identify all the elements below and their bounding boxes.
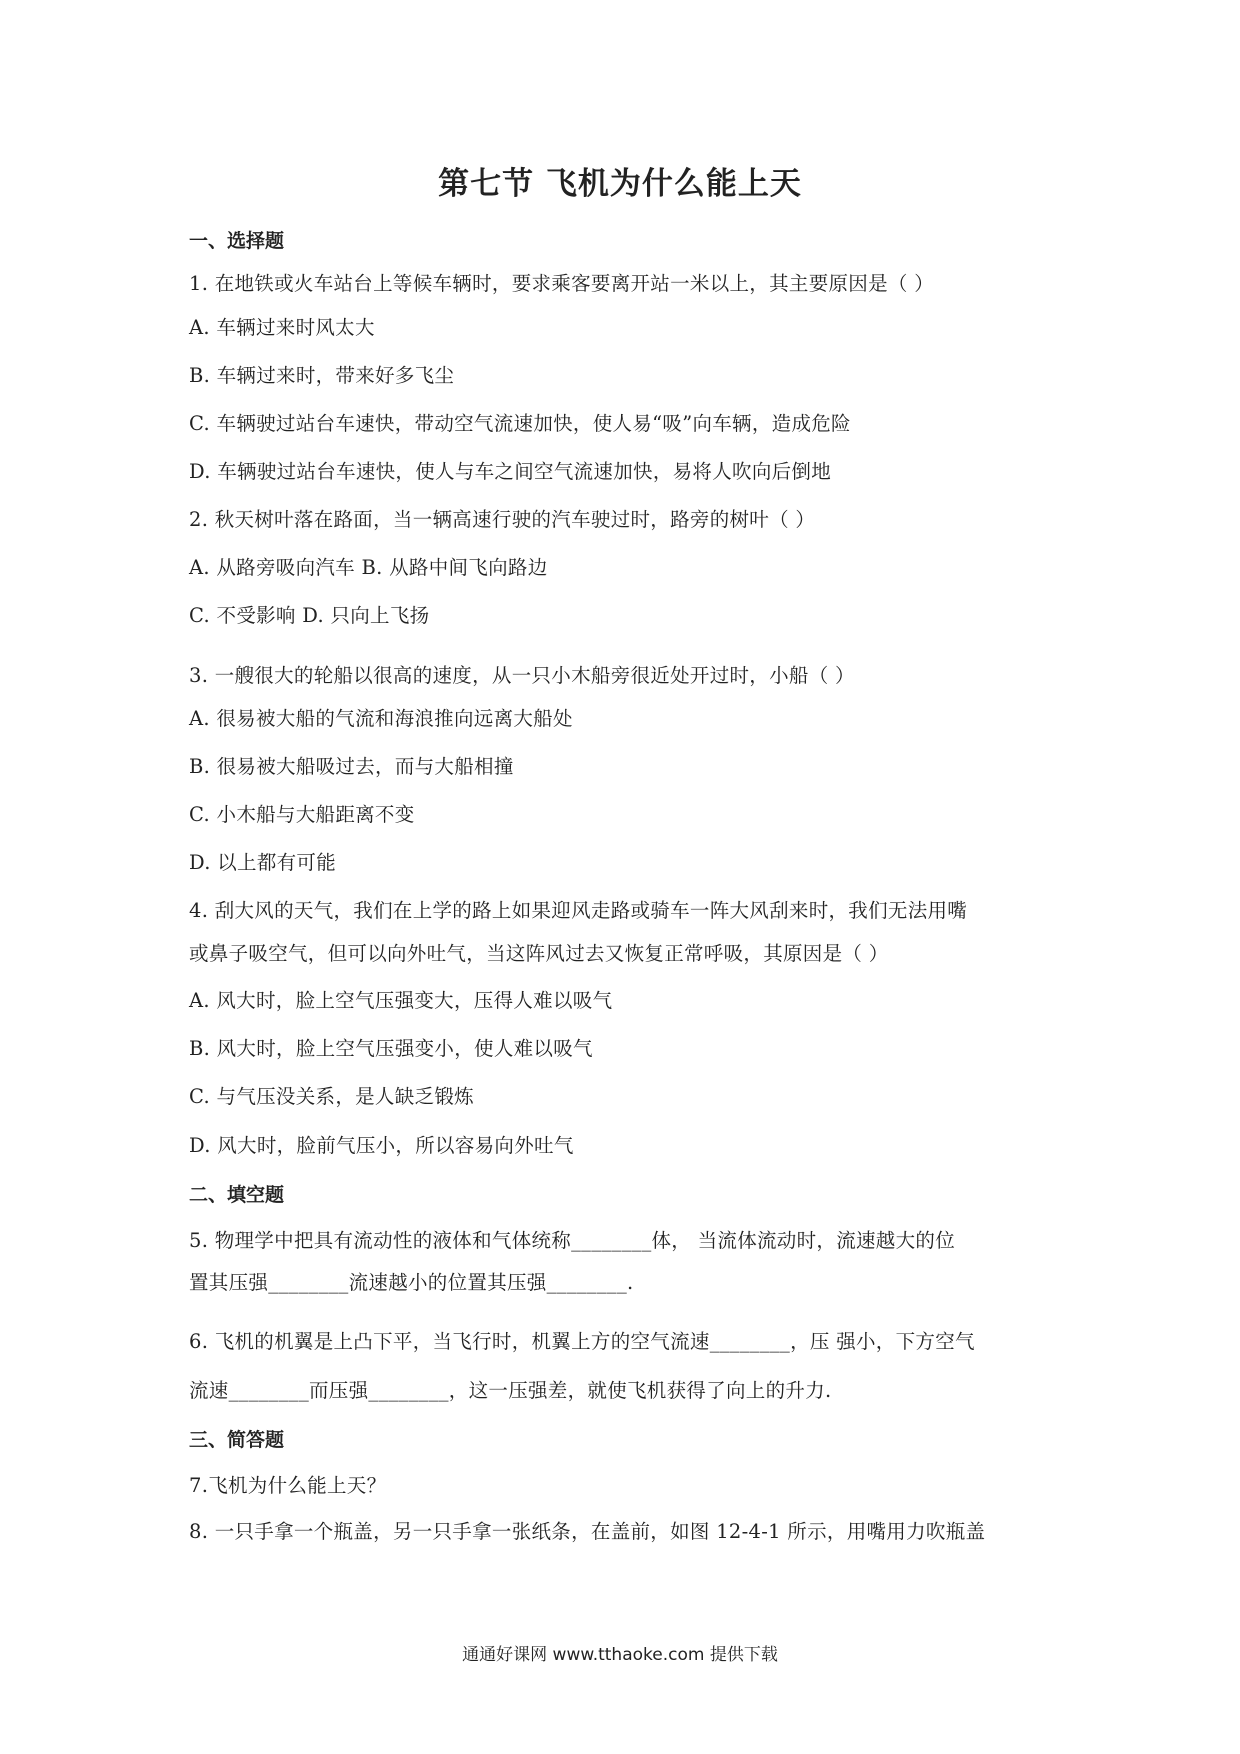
section-heading-choice: 一、选择题 [189, 230, 285, 252]
question-7: 7.飞机为什么能上天？ [189, 1474, 387, 1497]
question-1: 1. 在地铁或火车站台上等候车辆时，要求乘客要离开站一米以上，其主要原因是（ ） [189, 272, 935, 295]
question-1-option-c: C. 车辆驶过站台车速快，带动空气流速加快，使人易“吸”向车辆，造成危险 [189, 412, 851, 435]
question-2-options-ab: A. 从路旁吸向汽车 B. 从路中间飞向路边 [189, 556, 548, 579]
question-5-line-1: 5. 物理学中把具有流动性的液体和气体统称________体， 当流体流动时，流速越大的位 [189, 1229, 956, 1252]
question-2: 2. 秋天树叶落在路面，当一辆高速行驶的汽车驶过时，路旁的树叶（ ） [189, 508, 816, 531]
question-1-option-a: A. 车辆过来时风太大 [189, 316, 375, 339]
question-3-option-b: B. 很易被大船吸过去，而与大船相撞 [189, 755, 514, 778]
section-heading-fill: 二、填空题 [189, 1184, 285, 1206]
question-6-line-1: 6. 飞机的机翼是上凸下平，当飞行时，机翼上方的空气流速________，压 强小，下方空气 [189, 1330, 975, 1353]
question-4-option-a: A. 风大时，脸上空气压强变大，压得人难以吸气 [189, 989, 613, 1012]
question-4-line-1: 4. 刮大风的天气，我们在上学的路上如果迎风走路或骑车一阵大风刮来时，我们无法用嘴 [189, 899, 968, 922]
section-heading-short-answer: 三、简答题 [189, 1429, 285, 1451]
question-5-line-2: 置其压强________流速越小的位置其压强________. [189, 1271, 634, 1294]
question-4-option-b: B. 风大时，脸上空气压强变小，使人难以吸气 [189, 1037, 593, 1060]
question-3-option-d: D. 以上都有可能 [189, 851, 337, 874]
question-3-option-a: A. 很易被大船的气流和海浪推向远离大船处 [189, 707, 573, 730]
question-6-line-2: 流速________而压强________，这一压强差，就使飞机获得了向上的升力. [189, 1379, 832, 1402]
page-title: 第七节 飞机为什么能上天 [438, 166, 802, 202]
question-1-option-d: D. 车辆驶过站台车速快，使人与车之间空气流速加快，易将人吹向后倒地 [189, 460, 832, 483]
question-4-option-c: C. 与气压没关系，是人缺乏锻炼 [189, 1085, 474, 1108]
question-4-line-2: 或鼻子吸空气，但可以向外吐气，当这阵风过去又恢复正常呼吸，其原因是（ ） [189, 942, 889, 965]
question-3: 3. 一艘很大的轮船以很高的速度，从一只小木船旁很近处开过时，小船（ ） [189, 664, 855, 687]
question-1-option-b: B. 车辆过来时，带来好多飞尘 [189, 364, 455, 387]
question-4-option-d: D. 风大时，脸前气压小，所以容易向外吐气 [189, 1134, 574, 1157]
question-2-options-cd: C. 不受影响 D. 只向上飞扬 [189, 604, 430, 627]
page-footer: 通通好课网 www.tthaoke.com 提供下载 [462, 1645, 778, 1665]
question-3-option-c: C. 小木船与大船距离不变 [189, 803, 415, 826]
question-8: 8. 一只手拿一个瓶盖，另一只手拿一张纸条，在盖前，如图 12-4-1 所示，用嘴用力吹瓶盖 [189, 1520, 986, 1543]
